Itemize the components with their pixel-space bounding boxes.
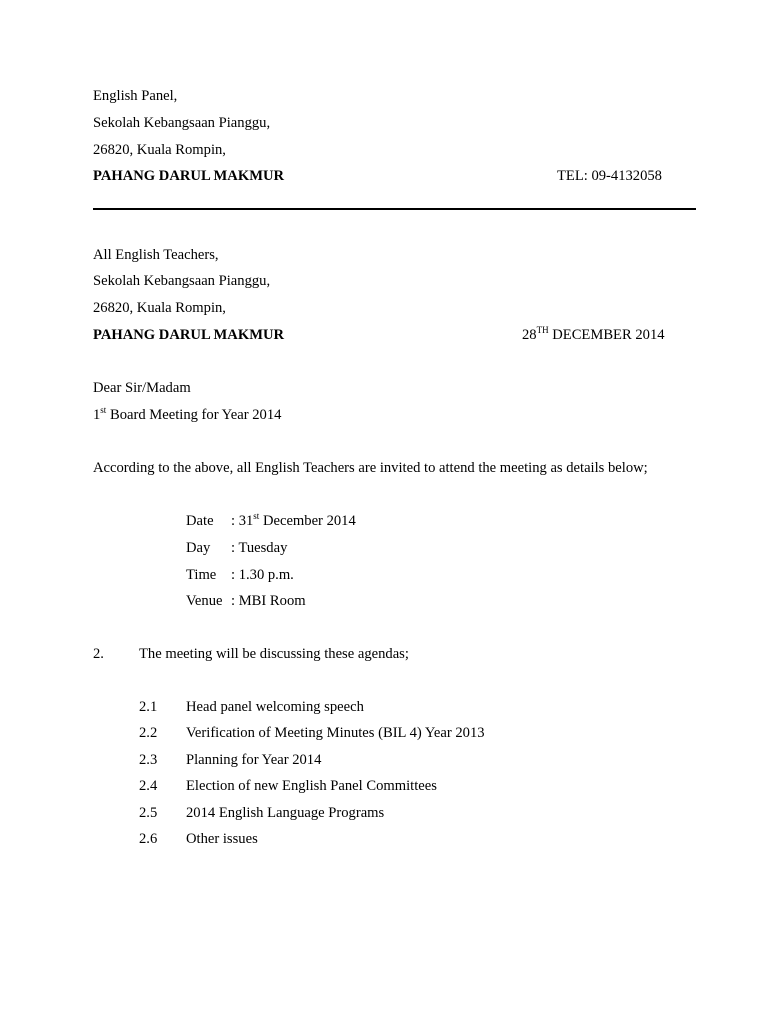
sender-telephone: TEL: 09-4132058 (557, 168, 662, 184)
recipient-line-2: Sekolah Kebangsaan Pianggu, (93, 273, 271, 289)
detail-time-value: : 1.30 p.m. (231, 567, 294, 583)
agenda-number: 2.5 (139, 805, 158, 821)
recipient-line-1: All English Teachers, (93, 247, 219, 263)
agenda-item: Other issues (186, 831, 258, 847)
salutation: Dear Sir/Madam (93, 380, 191, 396)
agenda-item: Verification of Meeting Minutes (BIL 4) Year 2013 (186, 725, 485, 741)
detail-time-label: Time (186, 567, 217, 583)
recipient-line-3: 26820, Kuala Rompin, (93, 300, 226, 316)
letter-date-ordinal: TH (536, 325, 549, 335)
recipient-state: PAHANG DARUL MAKMUR (93, 327, 285, 343)
section-2-number: 2. (93, 646, 104, 662)
agenda-number: 2.2 (139, 725, 158, 741)
agenda-item: Election of new English Panel Committees (186, 778, 437, 794)
letter-date (522, 326, 665, 344)
subject-rest: Board Meeting for Year 2014 (106, 407, 282, 423)
sender-line-2: Sekolah Kebangsaan Pianggu, (93, 115, 271, 131)
sender-line-1: English Panel, (93, 88, 178, 104)
letter-date-rest: DECEMBER 2014 (548, 327, 665, 343)
detail-date-rest: December 2014 (259, 513, 356, 529)
detail-date-value (231, 512, 356, 530)
section-2-text: The meeting will be discussing these agendas; (139, 646, 409, 662)
detail-day-label: Day (186, 540, 211, 556)
agenda-number: 2.1 (139, 699, 158, 715)
agenda-item: Planning for Year 2014 (186, 752, 322, 768)
agenda-item: 2014 English Language Programs (186, 805, 385, 821)
sender-state: PAHANG DARUL MAKMUR (93, 168, 285, 184)
detail-date-ordinal: st (253, 511, 260, 521)
agenda-number: 2.4 (139, 778, 158, 794)
detail-venue-label: Venue (186, 593, 223, 609)
subject-line (93, 406, 281, 424)
detail-day-value: : Tuesday (231, 540, 288, 556)
detail-date-label: Date (186, 513, 214, 529)
agenda-number: 2.3 (139, 752, 158, 768)
agenda-item: Head panel welcoming speech (186, 699, 364, 715)
detail-date-prefix: : 31 (231, 513, 254, 529)
detail-venue-value: : MBI Room (231, 593, 306, 609)
sender-line-3: 26820, Kuala Rompin, (93, 142, 226, 158)
intro-paragraph: According to the above, all English Teachers are invited to attend the meeting as details below; (93, 460, 648, 476)
agenda-number: 2.6 (139, 831, 158, 847)
subject-number: 1 (93, 407, 101, 423)
header-divider (93, 208, 696, 210)
letter-date-day: 28 (522, 327, 537, 343)
subject-ordinal: st (100, 405, 107, 415)
